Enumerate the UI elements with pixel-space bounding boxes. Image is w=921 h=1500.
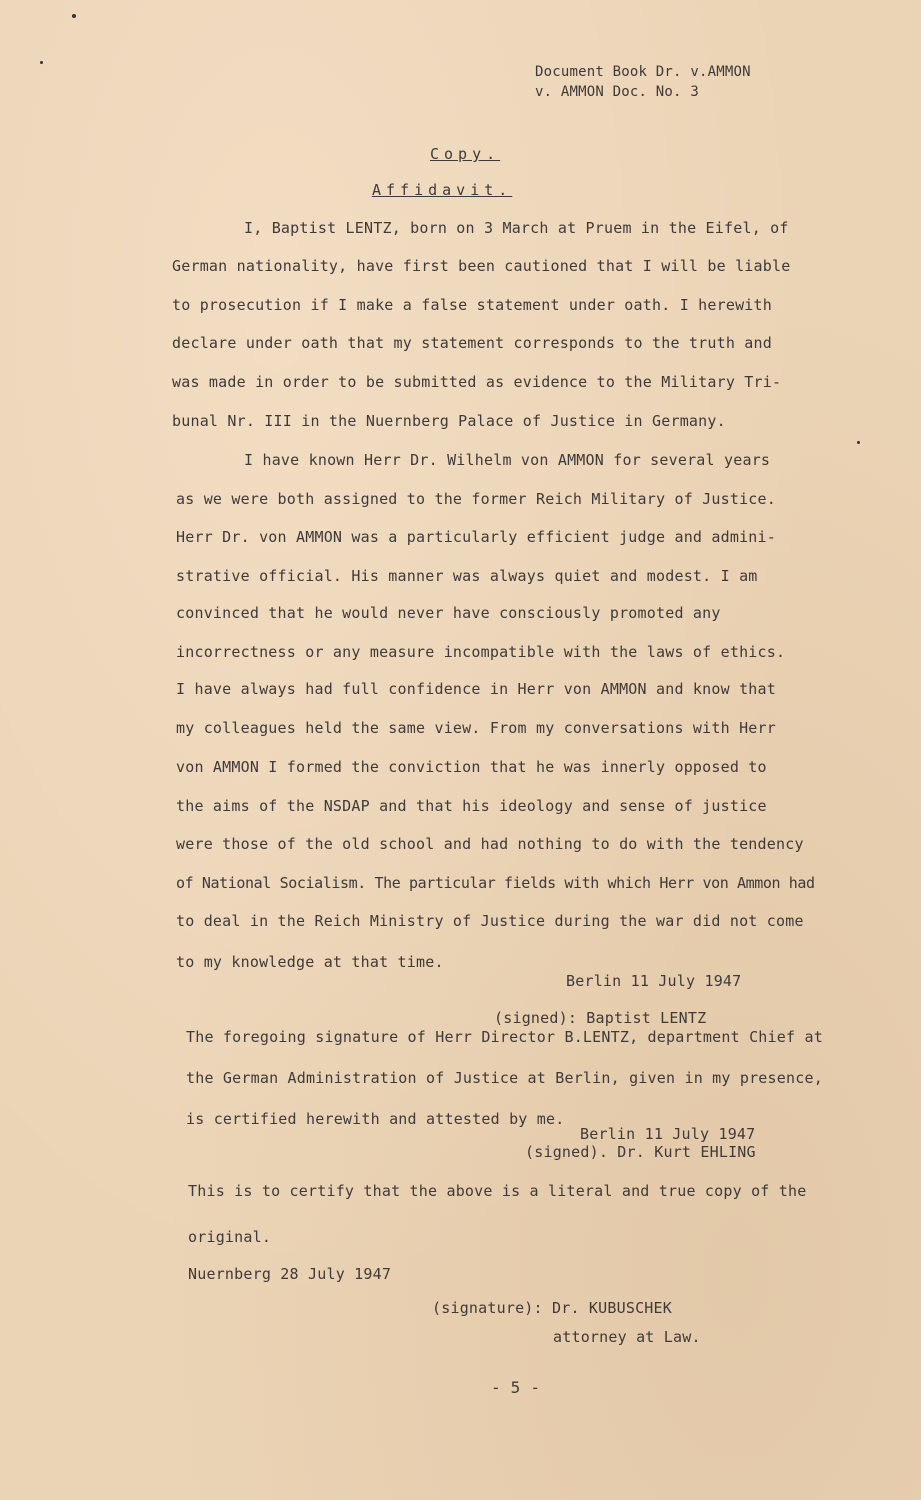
paragraph2-line: I have always had full confidence in Herr von AMMON and know that (176, 680, 776, 698)
paragraph2-line: my colleagues held the same view. From my conversations with Herr (176, 719, 776, 737)
paragraph2-line: von AMMON I formed the conviction that he was innerly opposed to (176, 758, 767, 776)
certification-line: is certified herewith and attested by me. (186, 1110, 565, 1128)
ink-speck (857, 441, 860, 444)
paragraph2-line: to my knowledge at that time. (176, 953, 444, 971)
date-place-berlin-1: Berlin 11 July 1947 (566, 972, 742, 990)
paragraph1-line: I, Baptist LENTZ, born on 3 March at Pruem in the Eifel, of (244, 219, 789, 237)
ink-speck (72, 14, 76, 18)
signature-title: attorney at Law. (553, 1328, 701, 1346)
paragraph2-line: were those of the old school and had nothing to do with the tendency (176, 835, 804, 853)
paragraph2-line: to deal in the Reich Ministry of Justice during the war did not come (176, 912, 804, 930)
paragraph1-line: declare under oath that my statement corresponds to the truth and (172, 334, 772, 352)
paragraph2-line: of National Socialism. The particular fields with which Herr von Ammon had (176, 874, 815, 892)
true-copy-line: This is to certify that the above is a literal and true copy of the (188, 1182, 807, 1200)
paragraph2-line: the aims of the NSDAP and that his ideology and sense of justice (176, 797, 767, 815)
signature-kubuschek: (signature): Dr. KUBUSCHEK (432, 1299, 672, 1317)
paragraph1-line: to prosecution if I make a false statement under oath. I herewith (172, 296, 772, 314)
signed-lentz: (signed): Baptist LENTZ (494, 1009, 707, 1027)
certification-line: The foregoing signature of Herr Director B.LENTZ, department Chief at (186, 1028, 823, 1046)
page-number: - 5 - (491, 1378, 541, 1397)
paragraph1-line: German nationality, have first been cautioned that I will be liable (172, 257, 791, 275)
title-affidavit: Affidavit. (372, 181, 513, 199)
paragraph2-line: as we were both assigned to the former Reich Military of Justice. (176, 490, 776, 508)
paragraph2-line: I have known Herr Dr. Wilhelm von AMMON for several years (244, 451, 771, 469)
header-line-2: v. AMMON Doc. No. 3 (535, 84, 699, 100)
true-copy-line: original. (188, 1228, 272, 1246)
paragraph1-line: bunal Nr. III in the Nuernberg Palace of Justice in Germany. (172, 412, 726, 430)
paragraph2-line: Herr Dr. von AMMON was a particularly efficient judge and admini- (176, 528, 776, 546)
paragraph1-line: was made in order to be submitted as evidence to the Military Tri- (172, 373, 782, 391)
paragraph2-line: incorrectness or any measure incompatible with the laws of ethics. (176, 643, 786, 661)
date-place-nuernberg: Nuernberg 28 July 1947 (188, 1265, 392, 1283)
paragraph2-line: strative official. His manner was always quiet and modest. I am (176, 567, 758, 585)
date-place-berlin-2: Berlin 11 July 1947 (580, 1125, 756, 1143)
paragraph2-line: convinced that he would never have consciously promoted any (176, 604, 721, 622)
certification-line: the German Administration of Justice at Berlin, given in my presence, (186, 1069, 823, 1087)
ink-speck (40, 61, 43, 64)
header-line-1: Document Book Dr. v.AMMON (535, 64, 751, 80)
signed-ehling: (signed). Dr. Kurt EHLING (525, 1143, 756, 1161)
title-copy: Copy. (430, 145, 501, 163)
